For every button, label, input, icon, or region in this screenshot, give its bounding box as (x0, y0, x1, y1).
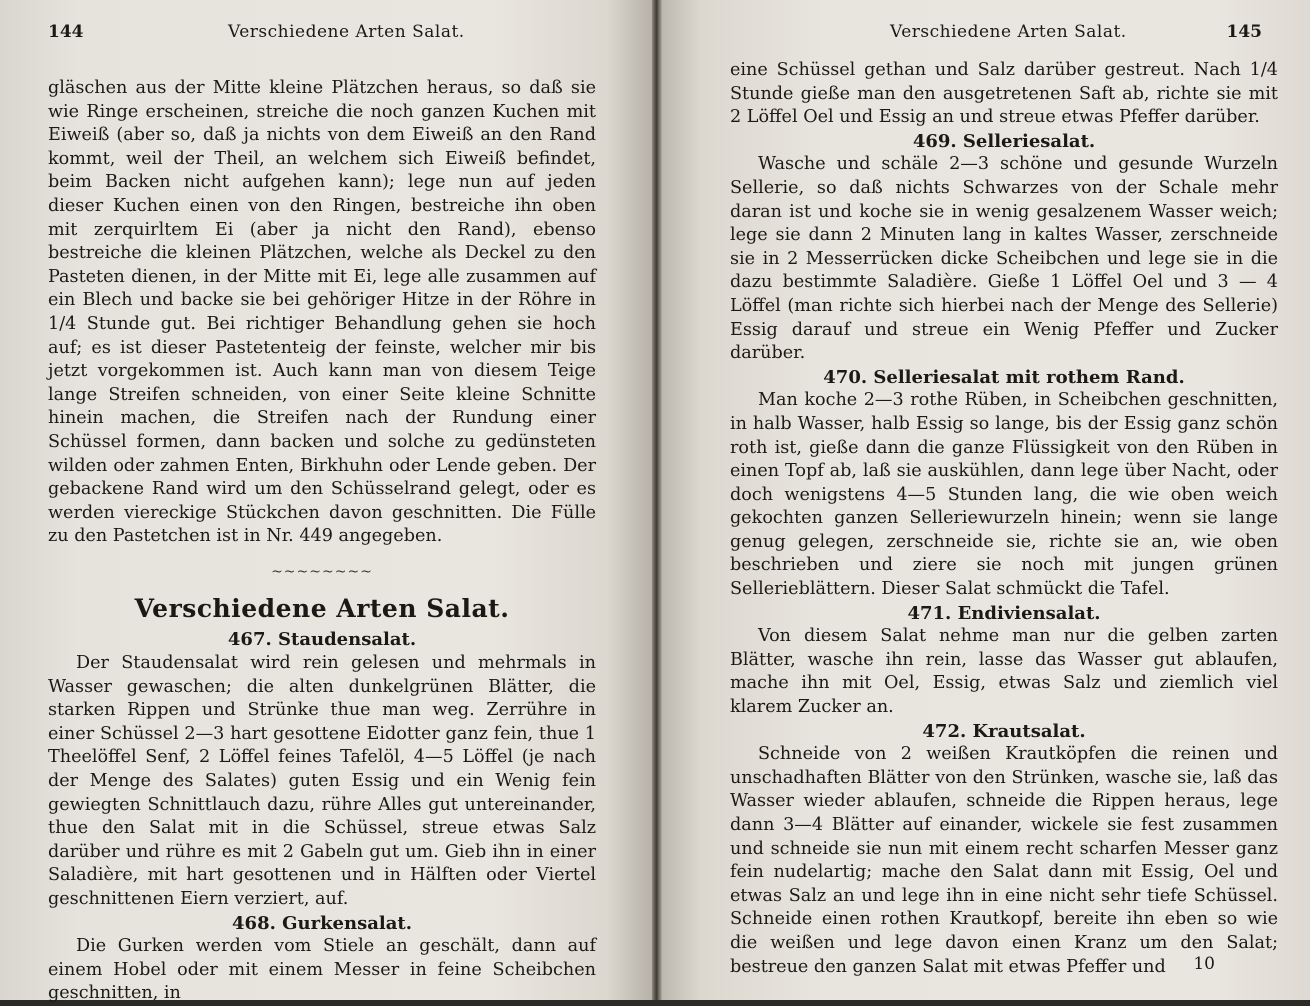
page-body (48, 77, 596, 1006)
right-page (662, 0, 1310, 1000)
section-title: Verschiedene Arten Salat. (134, 594, 510, 624)
recipe-text: Wasche und schäle 2—3 schöne und gesunde Wurzeln Sellerie, so daß nichts Schwarzes von der Schale mehr daran ist und koche sie in wenig gesalzenem Wasser weich; lege sie dann 2 Minuten lang in kaltes Wasser, zerschneide sie in 2 Messerrücken dicke Scheibchen und lege sie in die dazu bestimmte Saladière. Gieße 1 Löffel Oel und 3 — 4 Löffel (man richte sich hierbei nach der Menge des Sellerie) Essig darauf und streue ein Wenig Pfeffer und Zucker darüber. (730, 154, 1278, 364)
continued-paragraph: gläschen aus der Mitte kleine Plätzchen heraus, so daß sie wie Ringe erscheinen, streiche die noch ganzen Kuchen mit Eiweiß (aber so, daß ja nichts von dem Eiweiß an den Rand kommt, weil der Theil, an welchem sich Eiweiß befindet, beim Backen nicht aufgehen kann); lege nun auf jeden dieser Kuchen einen von den Ringen, bestreiche ihn oben mit zerquirltem Ei (aber ja nicht den Rand), ebenso bestreiche die kleinen Plätzchen, welche als Deckel zu den Pasteten dienen, in der Mitte mit Ei, lege alle zusammen auf ein Blech und backe sie bei gehöriger Hitze in der Röhre in 1/4 Stunde gut. Bei richtiger Behandlung gehen sie hoch auf; es ist dieser Pastetenteig der feinste, welcher mir bis jetzt vorgekommen ist. Auch kann man von diesem Teige lange Streifen schneiden, von einer Seite kleine Schnitte hinein machen, die Streifen nach der Rundung einer Schüssel formen, dann backen und solche zu gedünsteten wilden oder zahmen Enten, Birkhuhn oder Lende geben. Der gebackene Rand wird um den Schüsselrand gelegt, oder es werden viereckige Stückchen davon geschnitten. Die Fülle zu den Pastetchen ist in Nr. 449 angegeben. (48, 78, 596, 547)
recipe-heading: 471. Endiviensalat. (907, 602, 1101, 624)
recipe-text: Der Staudensalat wird rein gelesen und mehrmals in Wasser gewaschen; die alten dunkelgrünen Blätter, die starken Rippen und Strünke thue man weg. Zerrühre in einer Schüssel 2—3 hart gesottene Eidotter ganz fein, thue 1 Theelöffel Senf, 2 Löffel feines Tafelöl, 4—5 Löffel (je nach der Menge des Salates) guten Essig und ein Wenig fein gewiegten Schnittlauch dazu, rühre Alles gut untereinander, thue den Salat mit in die Schüssel, streue etwas Salz darüber und rühre es mit 2 Gabeln gut um. Gieb ihn in einer Saladière, mit hart gesottenen und in Hälften oder Viertel geschnittenen Eiern verziert, auf. (48, 653, 596, 909)
recipe-heading: 472. Krautsalat. (922, 720, 1086, 742)
left-page (0, 0, 652, 1004)
section-divider: ~~~~~~~~ (271, 563, 373, 580)
recipe-heading: 467. Staudensalat. (227, 629, 417, 651)
recipe-text: Man koche 2—3 rothe Rüben, in Scheibchen geschnitten, in halb Wasser, halb Essig so lange, bis der Essig ganz schön roth ist, gieße dann die ganze Flüssigkeit von den Rüben in einen Topf ab, laß sie auskühlen, dann lege über Nacht, oder doch wenigstens 4—5 Stunden lang, die wie oben weich gekochten ganzen Selleriewurzeln hinein; wenn sie lange genug gelegen, zerschneide sie, richte sie an, wie oben beschrieben und ziere sie noch mit jungen grünen Sellerieblättern. Dieser Salat schmückt die Tafel. (730, 390, 1278, 600)
recipe-text: Von diesem Salat nehme man nur die gelben zarten Blätter, wasche ihn rein, lasse das Wasser gut ablaufen, mache ihn mit Oel, Essig, etwas Salz und ziemlich viel klarem Zucker an. (730, 626, 1278, 718)
recipe-heading: 470. Selleriesalat mit rothem Rand. (823, 366, 1185, 388)
page-number: 145 (1226, 22, 1262, 42)
running-head: Verschiedene Arten Salat. (890, 22, 1127, 42)
recipe-text: Schneide von 2 weißen Krautköpfen die reinen und unschadhaften Blätter von den Strünken, wasche sie, laß das Wasser wieder ablaufen, schneide die Rippen heraus, lege dann 3—4 Blätter auf einander, wickele sie fest zusammen und schneide sie nun mit einem recht scharfen Messer ganz fein nudelartig; mache den Salat dann mit Essig, Oel und etwas Salz an und lege ihn in eine nicht sehr tiefe Schüssel. Schneide einen rothen Krautkopf, bereite ihn eben so wie die weißen und lege davon einen Kranz um den Salat; bestreue den ganzen Salat mit etwas Pfeffer und (730, 744, 1278, 977)
signature-mark: 10 (1193, 954, 1215, 974)
book-gutter (652, 0, 662, 1000)
recipe-heading: 469. Selleriesalat. (912, 130, 1096, 152)
running-head: Verschiedene Arten Salat. (228, 22, 465, 42)
recipe-heading: 468. Gurkensalat. (232, 912, 412, 934)
page-number: 144 (48, 22, 84, 42)
continued-paragraph: eine Schüssel gethan und Salz darüber gestreut. Nach 1/4 Stunde gieße man den ausgetretenen Saft ab, richte sie mit 2 Löffel Oel und Essig an und streue etwas Pfeffer darüber. (730, 60, 1278, 128)
page-body (730, 59, 1278, 979)
recipe-text: Die Gurken werden vom Stiele an geschält, dann auf einem Hobel oder mit einem Messer in feine Scheibchen geschnitten, in (48, 936, 596, 1004)
